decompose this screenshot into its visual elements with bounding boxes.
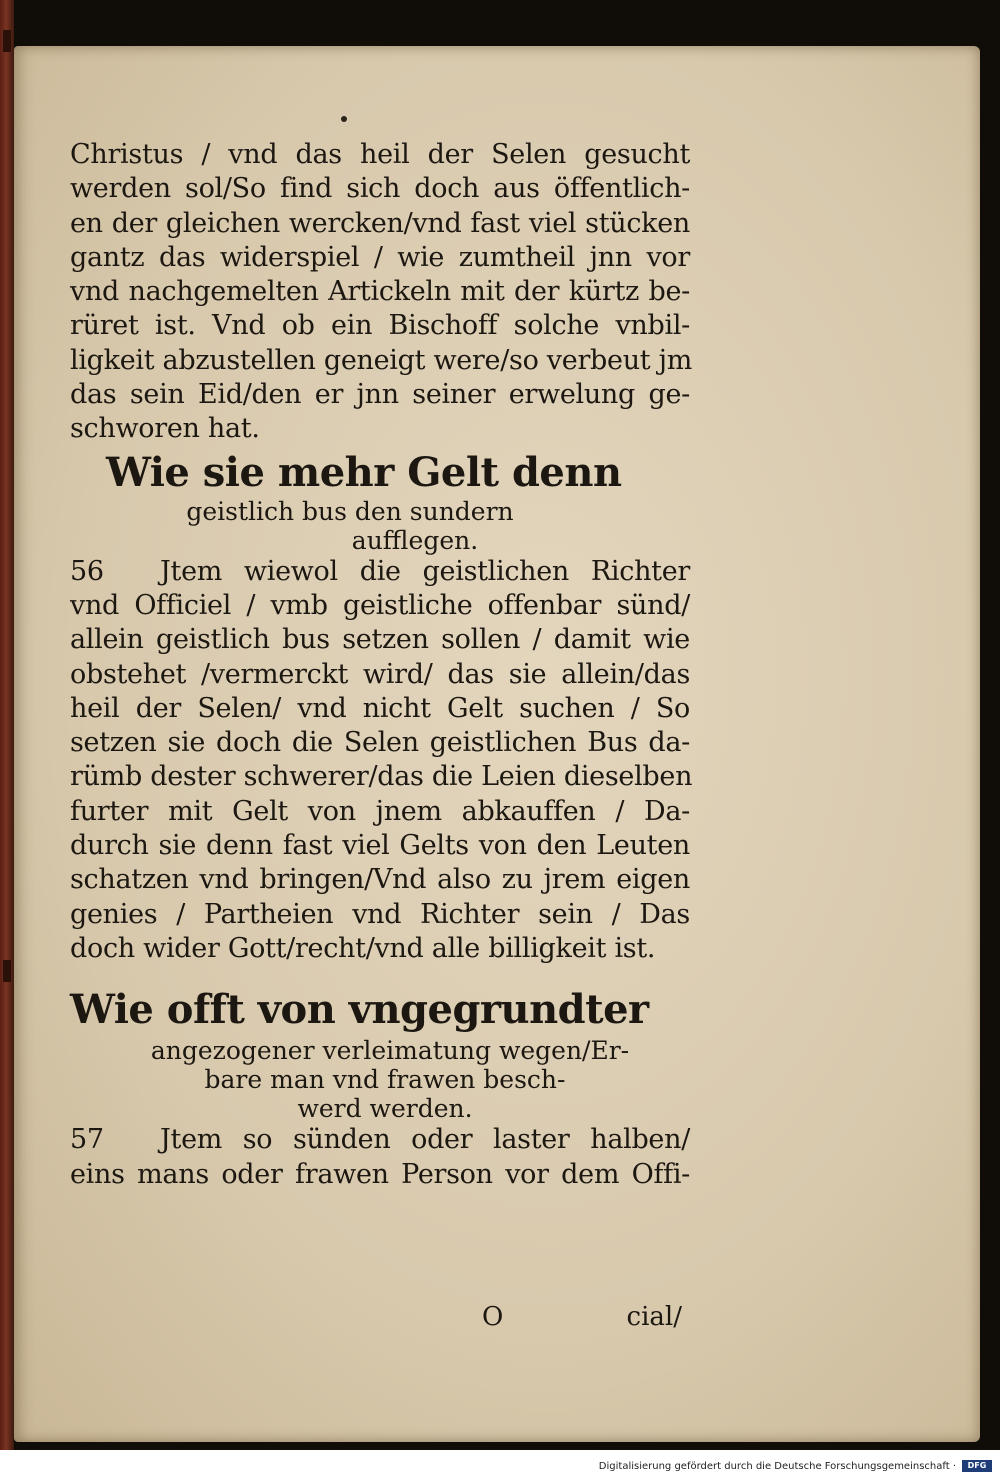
article-57 — [70, 1123, 690, 1192]
text-line — [70, 1123, 690, 1157]
book-page — [14, 46, 980, 1442]
text-line: werden sol/So find sich doch aus öffentlich- — [70, 173, 690, 205]
digitization-footer — [0, 1450, 1000, 1483]
text-line: furter mit Gelt von jnem abkauffen / Da- — [70, 795, 690, 827]
section-heading-2: Wie offt von vngegrundter — [70, 986, 649, 1034]
article-first-line: Jtem wiewol die geistlichen Richter — [160, 555, 690, 587]
binding-mark — [3, 960, 11, 982]
text-line: rüret ist. Vnd ob ein Bischoff solche vnbil- — [70, 310, 690, 342]
text-line: Christus / vnd das heil der Selen gesucht — [70, 139, 690, 170]
text-line: heil der Selen/ vnd nicht Gelt suchen / So — [70, 692, 690, 724]
subheading-line: werd werden. — [297, 1094, 473, 1124]
text-line: das sein Eid/den er jnn seiner erwelung ge- — [70, 379, 690, 411]
text-line: durch sie denn fast viel Gelts von den Leuten — [70, 830, 690, 862]
text-line: en der gleichen wercken/vnd fast viel stücken — [70, 207, 690, 239]
text-line — [70, 555, 690, 589]
section-subheading-1 — [70, 497, 690, 555]
page-footer-marks — [70, 1302, 690, 1332]
text-line: setzen sie doch die Selen geistlichen Bus da- — [70, 727, 690, 759]
text-line: ligkeit abzustellen geneigt were/so verbeut jm — [70, 344, 693, 376]
text-line: eins mans oder frawen Person vor dem Offi- — [70, 1158, 690, 1190]
text-line: schworen hat. — [70, 413, 260, 445]
subheading-line: bare man vnd frawen besch- — [204, 1065, 566, 1095]
text-line: genies / Partheien vnd Richter sein / Das — [70, 898, 690, 930]
article-number: 57 — [70, 1124, 104, 1156]
section-heading-1: Wie sie mehr Gelt denn — [106, 448, 622, 496]
catchword: cial/ — [626, 1302, 682, 1332]
text-line: vnd nachgemelten Artickeln mit der kürtz be- — [70, 276, 690, 308]
text-line: doch wider Gott/recht/vnd alle billigkeit ist. — [70, 932, 656, 964]
page-text — [70, 138, 693, 1332]
text-line: rümb dester schwerer/das die Leien dieselben — [70, 761, 693, 793]
text-line: schatzen vnd bringen/Vnd also zu jrem eigen — [70, 864, 690, 896]
subheading-line: geistlich bus den sundern — [186, 496, 514, 526]
subheading-line: aufflegen. — [351, 525, 479, 555]
article-first-line: Jtem so sünden oder laster halben/ — [160, 1124, 690, 1156]
text-line: gantz das widerspiel / wie zumtheil jnn vor — [70, 241, 690, 273]
ink-dot — [341, 116, 347, 122]
subheading-line: angezogener verleimatung wegen/Er- — [150, 1036, 630, 1066]
dfg-logo: DFG — [962, 1460, 992, 1472]
signature-mark: O — [482, 1302, 504, 1332]
text-line: allein geistlich bus setzen sollen / damit wie — [70, 624, 690, 656]
binding-mark — [3, 30, 11, 52]
funding-credit: Digitalisierung gefördert durch die Deutsche Forschungsgemeinschaft · — [598, 1461, 956, 1472]
article-number: 56 — [70, 555, 104, 587]
article-56 — [70, 555, 693, 967]
paragraph-1 — [70, 138, 693, 447]
binding-edge — [0, 0, 14, 1450]
text-line: vnd Officiel / vmb geistliche offenbar sünd/ — [70, 589, 690, 621]
text-line: obstehet /vermerckt wird/ das sie allein/das — [70, 658, 690, 690]
section-subheading-2 — [70, 1036, 690, 1123]
